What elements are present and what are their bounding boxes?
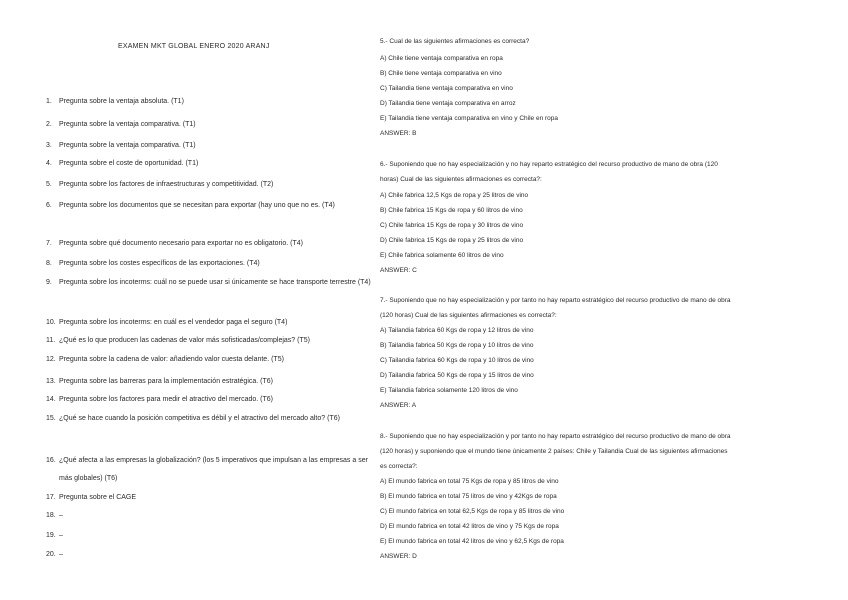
list-item-number: 1. xyxy=(46,98,52,105)
list-item-text: Pregunta sobre la ventaja comparativa. (T1) xyxy=(59,121,196,128)
list-item-number: 7. xyxy=(46,240,52,247)
list-item-text: Pregunta sobre los incoterms: en cuál es el vendedor paga el seguro (T4) xyxy=(59,319,288,326)
q8-option-b: B) El mundo fabrica en total 75 litros de vino y 42Kgs de ropa xyxy=(380,493,557,500)
list-item-number: 2. xyxy=(46,121,52,128)
list-item xyxy=(46,373,371,391)
q5-option-c: C) Tailandia tiene ventaja comparativa en vino xyxy=(380,85,513,92)
q7-question-line-2: (120 horas) Cual de las siguientes afirmaciones es correcta?: xyxy=(380,312,557,319)
list-item xyxy=(46,235,371,253)
q6-question-line-1: 6.- Suponiendo que no hay especialización y no hay reparto estratégico del recurso productivo de mano de obra (120 xyxy=(380,161,718,168)
list-item-text: Pregunta sobre el CAGE xyxy=(59,494,137,501)
q6-option-b: B) Chile fabrica 15 Kgs de ropa y 60 litros de vino xyxy=(380,207,523,214)
q6-option-a: A) Chile fabrica 12,5 Kgs de ropa y 25 litros de vino xyxy=(380,192,529,199)
list-item xyxy=(46,137,371,155)
list-item xyxy=(46,116,371,134)
q5-option-e: E) Tailandia tiene ventaja comparativa en vino y Chile en ropa xyxy=(380,115,559,122)
q5-question: 5.- Cual de las siguientes afirmaciones es correcta? xyxy=(380,38,530,45)
list-item xyxy=(46,274,371,310)
q8-question-line-1: 8.- Suponiendo que no hay especialización y por tanto no hay reparto estratégico del recurso productivo de mano de obra xyxy=(380,433,731,440)
q8-question-line-3: es correcta?: xyxy=(380,463,418,470)
list-item-text: – xyxy=(59,551,63,558)
list-item-number: 18. xyxy=(46,512,56,519)
list-item-number: 17. xyxy=(46,494,56,501)
list-item xyxy=(46,93,371,111)
q8-answer: ANSWER: D xyxy=(380,553,417,560)
list-item-text: ¿Qué afecta a las empresas la globalización? (los 5 imperativos que impulsan a las empresas a ser más globales) (T6) xyxy=(59,457,368,482)
q5-option-a: A) Chile tiene ventaja comparativa en ropa xyxy=(380,55,503,62)
list-item xyxy=(46,351,371,369)
list-item-number: 5. xyxy=(46,181,52,188)
q6-option-e: E) Chile fabrica solamente 60 litros de vino xyxy=(380,252,504,259)
q7-option-b: B) Tailandia fabrica 50 Kgs de ropa y 10 litros de vino xyxy=(380,342,534,349)
list-item xyxy=(46,155,371,173)
list-item-number: 3. xyxy=(46,142,52,149)
list-item-number: 15. xyxy=(46,415,56,422)
q8-option-c: C) El mundo fabrica en total 62,5 Kgs de ropa y 85 litros de vino xyxy=(380,508,565,515)
list-item-text: Pregunta sobre la cadena de valor: añadiendo valor cuesta delante. (T5) xyxy=(59,356,284,363)
list-item xyxy=(46,197,371,233)
q6-option-d: D) Chile fabrica 15 Kgs de ropa y 25 litros de vino xyxy=(380,237,524,244)
list-item-number: 9. xyxy=(46,279,52,286)
list-item xyxy=(46,176,371,194)
exam-title: EXAMEN MKT GLOBAL ENERO 2020 ARANJ xyxy=(118,43,270,50)
list-item-text: Pregunta sobre el coste de oportunidad. (T1) xyxy=(59,160,199,167)
list-item xyxy=(46,507,371,525)
list-item-text: Pregunta sobre la ventaja comparativa. (T1) xyxy=(59,142,196,149)
list-item xyxy=(46,546,371,564)
list-item xyxy=(46,255,371,273)
list-item-text: Pregunta sobre los documentos que se necesitan para exportar (hay uno que no es. (T4) xyxy=(59,202,335,209)
list-item-text: ¿Qué se hace cuando la posición competitiva es débil y el atractivo del mercado alto? (T6) xyxy=(59,415,340,422)
list-item xyxy=(46,314,371,332)
list-item-number: 20. xyxy=(46,551,56,558)
list-item-text: Pregunta sobre la ventaja absoluta. (T1) xyxy=(59,98,184,105)
list-item-text: ¿Qué es lo que producen las cadenas de valor más sofisticadas/complejas? (T5) xyxy=(59,337,310,344)
q7-answer: ANSWER: A xyxy=(380,402,417,409)
q7-option-a: A) Tailandia fabrica 60 Kgs de ropa y 12 litros de vino xyxy=(380,327,534,334)
list-item-number: 19. xyxy=(46,532,56,539)
list-item-text: Pregunta sobre qué documento necesario para exportar no es obligatorio. (T4) xyxy=(59,240,303,247)
list-item-text: Pregunta sobre los costes específicos de las exportaciones. (T4) xyxy=(59,260,260,267)
list-item-text: Pregunta sobre las barreras para la implementación estratégica. (T6) xyxy=(59,378,273,385)
list-item-text: Pregunta sobre los incoterms: cuál no se puede usar si únicamente se hace transporte terrestre (T4) xyxy=(59,279,371,286)
list-item-number: 16. xyxy=(46,457,56,464)
list-item xyxy=(46,332,371,350)
q8-option-e: E) El mundo fabrica en total 42 litros de vino y 62,5 Kgs de ropa xyxy=(380,538,564,545)
list-item-number: 4. xyxy=(46,160,52,167)
list-item-number: 11. xyxy=(46,337,56,344)
q6-question-line-2: horas) Cual de las siguientes afirmaciones es correcta?: xyxy=(380,176,542,183)
q7-option-e: E) Tailandia fabrica solamente 120 litros de vino xyxy=(380,387,518,394)
q7-option-c: C) Tailandia fabrica 60 Kgs de ropa y 10 litros de vino xyxy=(380,357,534,364)
q8-question-line-2: (120 horas) y suponiendo que el mundo tiene únicamente 2 países: Chile y Tailandia Cual de las siguientes afirmaciones xyxy=(380,448,728,455)
list-item xyxy=(46,391,371,409)
list-item-text: – xyxy=(59,532,63,539)
list-item-number: 14. xyxy=(46,396,56,403)
q8-option-d: D) El mundo fabrica en total 42 litros de vino y 75 Kgs de ropa xyxy=(380,523,559,530)
q6-option-c: C) Chile fabrica 15 Kgs de ropa y 30 litros de vino xyxy=(380,222,524,229)
list-item-number: 13. xyxy=(46,378,56,385)
list-item-number: 10. xyxy=(46,319,56,326)
list-item-text: Pregunta sobre los factores de infraestructuras y competitividad. (T2) xyxy=(59,181,274,188)
q6-answer: ANSWER: C xyxy=(380,267,417,274)
q7-question-line-1: 7.- Suponiendo que no hay especialización y por tanto no hay reparto estratégico del recurso productivo de mano de obra xyxy=(380,297,731,304)
q5-option-d: D) Tailandia tiene ventaja comparativa en arroz xyxy=(380,100,516,107)
list-item-text: Pregunta sobre los factores para medir el atractivo del mercado. (T6) xyxy=(59,396,273,403)
q8-option-a: A) El mundo fabrica en total 75 Kgs de ropa y 85 litros de vino xyxy=(380,478,559,485)
list-item xyxy=(46,489,371,507)
list-item xyxy=(46,410,371,446)
q5-answer: ANSWER: B xyxy=(380,130,417,137)
q7-option-d: D) Tailandia fabrica 50 Kgs de ropa y 15 litros de vino xyxy=(380,372,534,379)
list-item-number: 6. xyxy=(46,202,52,209)
list-item xyxy=(46,527,371,545)
list-item-number: 12. xyxy=(46,356,56,363)
list-item-number: 8. xyxy=(46,260,52,267)
list-item xyxy=(46,452,371,488)
list-item-text: – xyxy=(59,512,63,519)
q5-option-b: B) Chile tiene ventaja comparativa en vino xyxy=(380,70,502,77)
